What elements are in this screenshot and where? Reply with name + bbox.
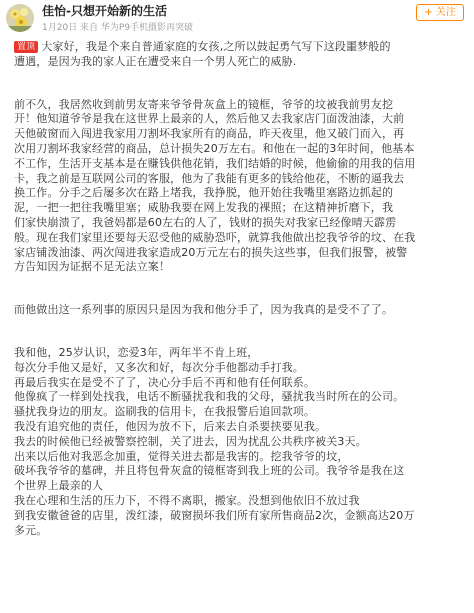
paragraph-gap	[14, 275, 462, 289]
post-line: 泥，一把一把往我嘴里塞；威胁我要在网上发我的裸照；在这精神折磨下，我	[14, 201, 394, 215]
post-meta: 1月20日 来自 华为P9手机摄影再突破	[42, 23, 194, 33]
post-line: 到我安徽爸爸的店里，泼红漆，破窗损坏我们所有家所售商品2次，金额高达20万	[14, 508, 415, 522]
post-line: 换工作。分手之后屡多次在路上堵我，我挣脱，他开始往我嘴里塞路边抓起的	[14, 186, 394, 200]
paragraph-gap	[14, 332, 462, 346]
post-line: 再最后我实在是受不了了，决心分手后不再和他有任何联系。	[14, 375, 316, 389]
post-line: 多元。	[14, 523, 48, 537]
avatar[interactable]	[6, 4, 34, 32]
post-line: 我去的时候他已经被警察控制，关了进去，因为扰乱公共秩序被关3天。	[14, 434, 367, 448]
post-line: 次用刀割坏我家经营的商品，总计损失20万左右。和他在一起的3年时间，他基本	[14, 141, 415, 155]
post-content	[14, 40, 462, 538]
post-line: 天他破窗而入闯进我家用刀割坏我家所有的商品，昨天夜里，他又破门而入，再	[14, 127, 405, 141]
post-line: 骚扰我身边的朋友。盗刷我的信用卡，在我报警后追回款项。	[14, 405, 316, 419]
post-line: 遭遇，是因为我的家人正在遭受来自一个男人死亡的威胁.	[14, 54, 297, 68]
post-line: 破坏我爷爷的墓碑，并且将包骨灰盒的镜框寄到我上班的公司。我爷爷是我在这	[14, 464, 405, 478]
post-line: 前不久，我居然收到前男友寄来爷爷骨灰盒上的镜框，爷爷的坟被我前男友挖	[14, 97, 394, 111]
post-line: 我没有追究他的责任，他因为放不下，后来去自杀要挟要见我。	[14, 419, 327, 433]
username[interactable]: 佳怡-只想开始新的生活	[42, 4, 167, 18]
post-line: 每次分手他又是好，又多次和好，每次分手他都动手打我。	[14, 360, 304, 374]
post-line: 们家快崩溃了，我爸妈都是60左右的人了，钱财的损失对我家已经像晴天霹雳	[14, 215, 397, 229]
paragraph-gap	[14, 289, 462, 303]
follow-button[interactable]: + 关注	[416, 4, 464, 21]
post-line	[14, 40, 462, 55]
post-line: 开！他知道爷爷是我在这世界上最亲的人，然后他又去我家店门面泼油漆，大前	[14, 112, 405, 126]
post-line: 而他做出这一系列事的原因只是因为我和他分手了，因为我真的是受不了了。	[14, 303, 394, 317]
post-line: 我和他，25岁认识，恋爱3年，两年半不肯上班，	[14, 345, 259, 359]
post-line: 我在心理和生活的压力下，不得不离职，搬家。没想到他依旧不放过我	[14, 493, 360, 507]
flower-avatar-image	[6, 4, 34, 32]
post-line: 方告知因为证据不足无法立案！	[14, 260, 171, 274]
post-line: 他像疯了一样到处找我，电话不断骚扰我和我的父母，骚扰我当时所在的公司。	[14, 390, 405, 404]
post-line: 不工作，生活开支基本是在赚钱供他花销，我们结婚的时候，他偷偷的用我的信用	[14, 156, 416, 170]
paragraph-gap	[14, 84, 462, 98]
paragraph-gap	[14, 318, 462, 332]
post-line: 个世界上最亲的人	[14, 479, 104, 493]
post-line: 卡，我之前是互联网公司的客服，他为了我能有更多的钱给他花，不断的逼我去	[14, 171, 405, 185]
post-line: 家店铺泼油漆、两次闯进我家造成20万元左右的损失这些事，但我们报警，被警	[14, 245, 408, 259]
post-line: 出来以后他对我恶念加重，觉得关进去都是我害的。挖我爷爷的坟，	[14, 449, 349, 463]
pinned-badge: 置顶	[14, 41, 38, 53]
post-header	[0, 0, 474, 36]
post-line: 般。现在我们家里还要每天忍受他的威胁恐吓，就算我他做出挖我爷爷的坟、在我	[14, 230, 416, 244]
post-text: 大家好，我是个来自普通家庭的女孩,之所以鼓起勇气写下这段噩梦般的	[41, 40, 391, 53]
paragraph-gap	[14, 70, 462, 84]
